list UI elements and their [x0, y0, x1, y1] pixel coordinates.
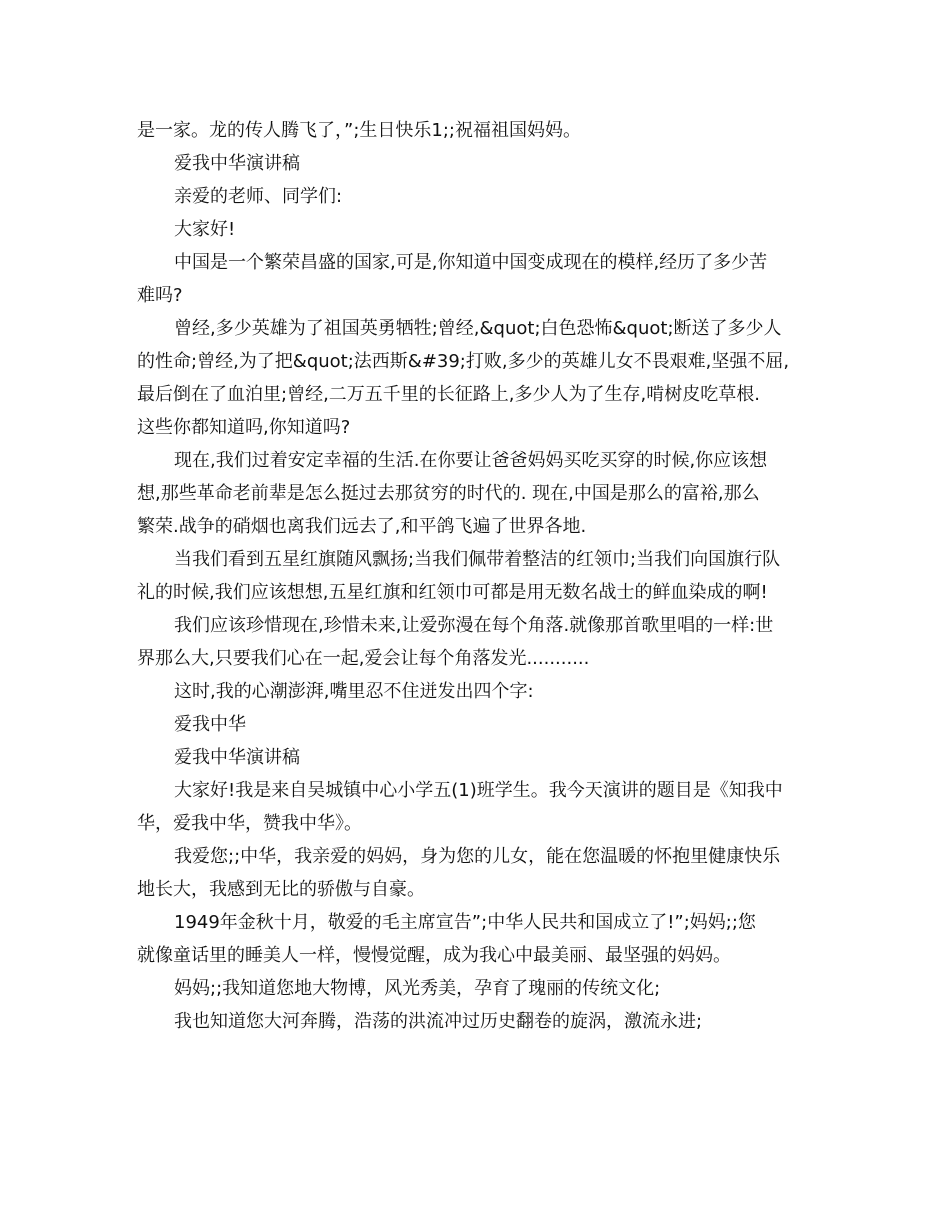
paragraph-first-line: 我爱您;;中华，我亲爱的妈妈，身为您的儿女，能在您温暖的怀抱里健康快乐	[174, 846, 781, 867]
paragraph-line: 界那么大,只要我们心在一起,爱会让每个角落发光...........	[137, 648, 590, 669]
paragraph-line: 这些你都知道吗,你知道吗?	[137, 417, 351, 438]
paragraph-line: 的性命;曾经,为了把&quot;法西斯&#39;打败,多少的英雄儿女不畏艰难,坚强不屈,	[137, 351, 790, 372]
document-body	[137, 114, 817, 1038]
paragraph-line: 是一家。龙的传人腾飞了，”;生日快乐1;;祝福祖国妈妈。	[137, 120, 581, 141]
paragraph-first-line: 现在,我们过着安定幸福的生活.在你要让爸爸妈妈买吃买穿的时候,你应该想	[174, 450, 768, 471]
paragraph-line: 想,那些革命老前辈是怎么挺过去那贫穷的时代的. 现在,中国是那么的富裕,那么	[137, 483, 760, 504]
paragraph-first-line: 中国是一个繁荣昌盛的国家,可是,你知道中国变成现在的模样,经历了多少苦	[174, 252, 768, 273]
paragraph-line: 难吗?	[137, 285, 183, 306]
paragraph-first-line: 当我们看到五星红旗随风飘扬;当我们佩带着整洁的红领巾;当我们向国旗行队	[174, 549, 781, 570]
paragraph-first-line: 曾经,多少英雄为了祖国英勇牺牲;曾经,&quot;白色恐怖&quot;断送了多少人	[174, 318, 782, 339]
paragraph-line: 繁荣.战争的硝烟也离我们远去了,和平鸽飞遍了世界各地.	[137, 516, 587, 537]
paragraph-line: 华，爱我中华，赞我中华》。	[137, 813, 362, 834]
paragraph-first-line: 1949年金秋十月，敬爱的毛主席宣告”;中华人民共和国成立了!”;妈妈;;您	[174, 912, 756, 933]
paragraph-line: 最后倒在了血泊里;曾经,二万五千里的长征路上,多少人为了生存,啃树皮吃草根.	[137, 384, 760, 405]
paragraph-first-line: 妈妈;;我知道您地大物博，风光秀美，孕育了瑰丽的传统文化;	[174, 978, 661, 999]
paragraph-first-line: 爱我中华演讲稿	[174, 153, 300, 174]
paragraph-line: 礼的时候,我们应该想想,五星红旗和红领巾可都是用无数名战士的鲜血染成的啊!	[137, 582, 768, 603]
paragraph-first-line: 爱我中华演讲稿	[174, 747, 300, 768]
paragraph-first-line: 我也知道您大河奔腾，浩荡的洪流冲过历史翻卷的旋涡，激流永进;	[174, 1011, 703, 1032]
paragraph-first-line: 大家好!	[174, 219, 236, 240]
paragraph-first-line: 爱我中华	[174, 714, 246, 735]
paragraph-first-line: 我们应该珍惜现在,珍惜未来,让爱弥漫在每个角落.就像那首歌里唱的一样:世	[174, 615, 774, 636]
paragraph-line: 地长大，我感到无比的骄傲与自豪。	[137, 879, 425, 900]
paragraph-first-line: 这时,我的心潮澎湃,嘴里忍不住迸发出四个字:	[174, 681, 534, 702]
paragraph-line: 就像童话里的睡美人一样，慢慢觉醒，成为我心中最美丽、最坚强的妈妈。	[137, 945, 731, 966]
paragraph-first-line: 大家好!我是来自吴城镇中心小学五(1)班学生。我今天演讲的题目是《知我中	[174, 780, 783, 801]
paragraph-first-line: 亲爱的老师、同学们:	[174, 186, 343, 207]
